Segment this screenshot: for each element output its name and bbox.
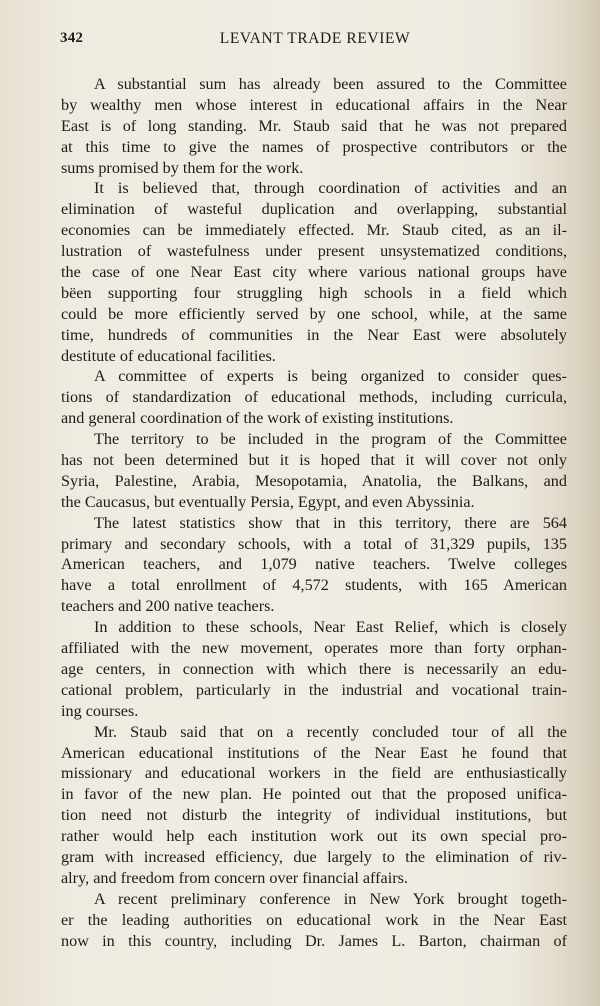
- text-line: the case of one Near East city where various national groups have: [61, 263, 567, 282]
- text-line: elimination of wasteful duplication and overlapping, substantial: [61, 200, 567, 219]
- paragraph: [61, 513, 567, 617]
- text-line: primary and secondary schools, with a total of 31,329 pupils, 135: [61, 534, 567, 553]
- text-line: It is believed that, through coordination of activities and an: [94, 179, 567, 198]
- text-line: er the leading authorities on educational work in the Near East: [61, 910, 567, 929]
- text-line: age centers, in connection with which there is necessarily an edu-: [61, 659, 567, 678]
- text-line: affiliated with the new movement, operates more than forty orphan-: [61, 639, 567, 658]
- text-line: at this time to give the names of prospective contributors or the: [61, 137, 567, 156]
- text-line: rather would help each institution work out its own special pro-: [61, 827, 567, 846]
- text-line: destitute of educational facilities.: [61, 346, 276, 365]
- paragraph: [61, 617, 567, 721]
- text-line: A substantial sum has already been assured to the Committee: [94, 75, 567, 93]
- page-header: [60, 30, 570, 52]
- paragraph: [61, 889, 567, 952]
- text-line: East is of long standing. Mr. Staub said that he was not prepared: [61, 116, 567, 135]
- text-line: The territory to be included in the program of the Committee: [94, 430, 567, 449]
- paragraph: [61, 722, 567, 889]
- text-line: A committee of experts is being organized to consider ques-: [94, 367, 567, 386]
- text-line: missionary and educational workers in the field are enthusiastically: [61, 764, 567, 783]
- page-number: 342: [60, 30, 84, 46]
- running-title: LEVANT TRADE REVIEW: [219, 30, 411, 47]
- text-line: now in this country, including Dr. James L. Barton, chairman of: [61, 931, 567, 950]
- paragraph: [61, 429, 567, 513]
- text-line: ing courses.: [61, 701, 139, 720]
- text-line: could be more efficiently served by one school, while, at the same: [61, 304, 567, 323]
- text-line: sums promised by them for the work.: [61, 158, 304, 177]
- text-line: time, hundreds of communities in the Near East were absolutely: [61, 325, 567, 344]
- text-line: has not been determined but it is hoped that it will cover not only: [61, 451, 567, 470]
- paragraph: [61, 366, 567, 429]
- text-line: cational problem, particularly in the industrial and vocational train-: [61, 680, 567, 699]
- text-line: tion need not disturb the integrity of individual institutions, but: [61, 806, 567, 825]
- paragraph: [61, 178, 567, 366]
- paragraph: [61, 74, 567, 178]
- text-line: gram with increased efficiency, due largely to the elimination of riv-: [61, 847, 567, 866]
- text-line: American educational institutions of the Near East he found that: [61, 743, 567, 762]
- article-body: [61, 74, 567, 951]
- text-line: A recent preliminary conference in New York brought togeth-: [94, 889, 567, 908]
- text-line: In addition to these schools, Near East Relief, which is closely: [94, 618, 567, 637]
- text-line: lustration of wastefulness under present unsystematized conditions,: [61, 242, 567, 261]
- text-line: economies can be immediately effected. Mr. Staub cited, as an il-: [61, 221, 567, 240]
- text-line: in favor of the new plan. He pointed out that the proposed unifica-: [61, 785, 567, 804]
- text-line: Syria, Palestine, Arabia, Mesopotamia, Anatolia, the Balkans, and: [61, 471, 567, 490]
- text-line: the Caucasus, but eventually Persia, Egypt, and even Abyssinia.: [61, 492, 475, 511]
- text-line: have a total enrollment of 4,572 students, with 165 American: [61, 576, 567, 595]
- text-line: tions of standardization of educational methods, including curricula,: [61, 388, 567, 407]
- text-line: bëen supporting four struggling high schools in a field which: [61, 283, 567, 302]
- text-line: and general coordination of the work of existing institutions.: [61, 409, 454, 428]
- text-line: by wealthy men whose interest in educational affairs in the Near: [61, 95, 567, 114]
- text-line: alry, and freedom from concern over financial affairs.: [61, 868, 408, 887]
- text-line: American teachers, and 1,079 native teachers. Twelve colleges: [61, 555, 567, 574]
- text-line: Mr. Staub said that on a recently concluded tour of all the: [94, 722, 567, 741]
- text-line: The latest statistics show that in this territory, there are 564: [94, 513, 567, 532]
- text-line: teachers and 200 native teachers.: [61, 597, 275, 616]
